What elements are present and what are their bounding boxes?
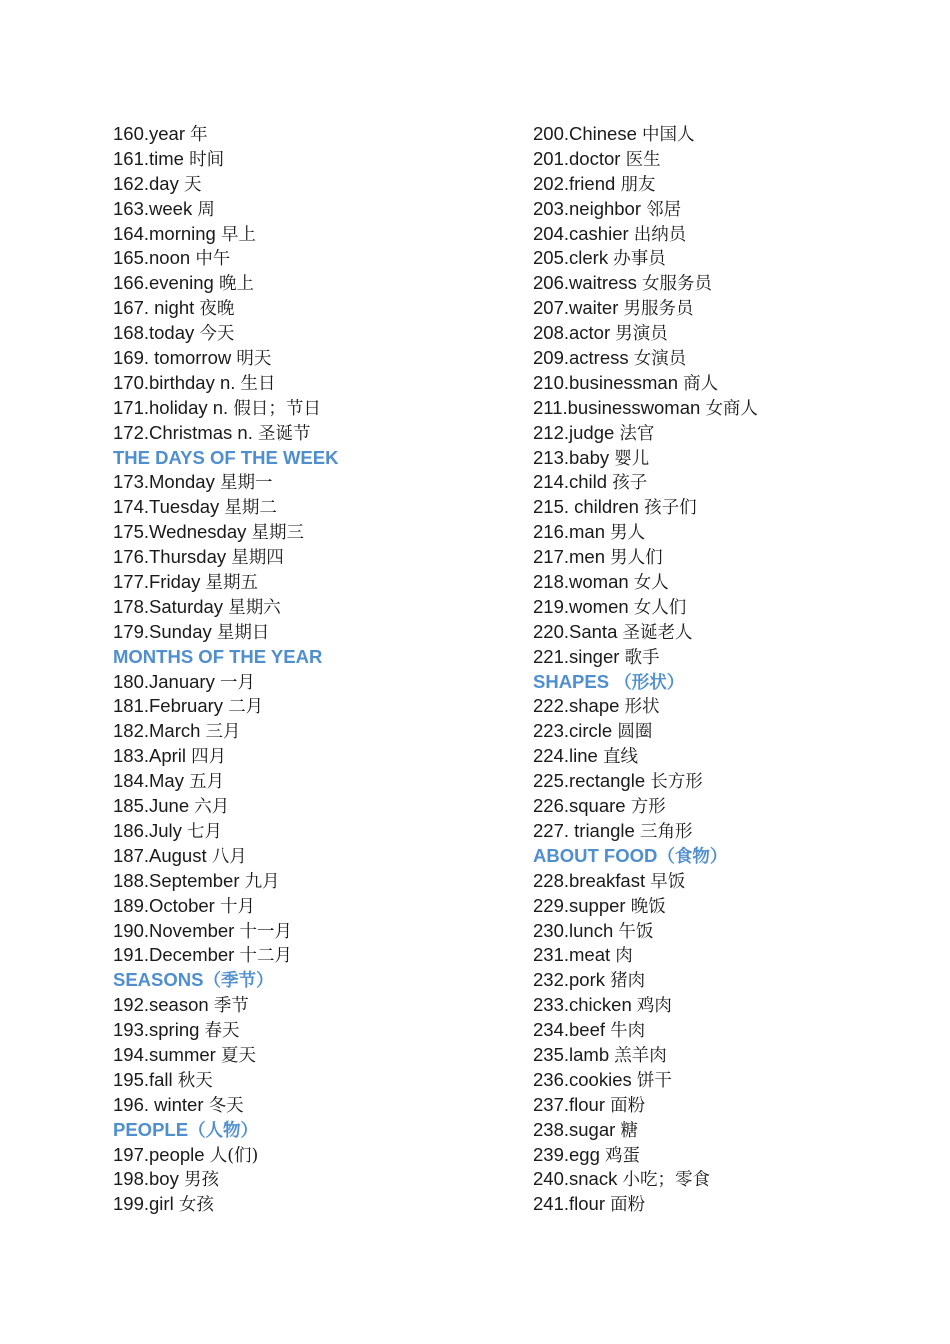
- vocab-entry: [533, 222, 933, 247]
- english-word: 232.pork: [533, 969, 611, 991]
- chinese-meaning: 女孩: [178, 1195, 214, 1216]
- chinese-meaning: 假日；节日: [233, 398, 321, 419]
- chinese-meaning: 女人们: [633, 597, 687, 618]
- english-word: 165.noon: [113, 247, 196, 269]
- english-word: 236.cookies: [533, 1068, 637, 1090]
- chinese-meaning: 年: [190, 125, 208, 145]
- vocab-entry: [533, 645, 933, 670]
- english-word: 219.women: [533, 595, 634, 617]
- section-heading: [113, 1118, 513, 1143]
- vocab-entry: [113, 545, 513, 570]
- english-word: 182.March: [113, 720, 206, 742]
- english-word: 160.year: [113, 123, 191, 144]
- english-word: 228.breakfast: [533, 869, 651, 891]
- english-word: 240.snack: [533, 1168, 623, 1190]
- english-word: 217.men: [533, 546, 611, 568]
- vocab-entry: [113, 943, 513, 968]
- english-word: 177.Friday: [113, 571, 206, 593]
- chinese-meaning: 五月: [189, 772, 225, 793]
- vocab-entry: [533, 769, 933, 794]
- vocab-entry: [113, 470, 513, 495]
- chinese-meaning: 四月: [191, 747, 227, 768]
- heading-text: ABOUT FOOD: [533, 844, 658, 866]
- vocab-entry: [113, 197, 513, 222]
- heading-chinese: （食物）: [657, 846, 728, 867]
- vocab-entry: [113, 570, 513, 595]
- english-word: 186.July: [113, 819, 188, 841]
- chinese-meaning: 星期三: [251, 523, 305, 544]
- vocab-entry: [113, 296, 513, 321]
- english-word: 241.flour: [533, 1193, 611, 1215]
- vocab-entry: [533, 894, 933, 919]
- vocab-entry: [533, 346, 933, 371]
- vocab-entry: [533, 197, 933, 222]
- vocab-entry: [113, 1043, 513, 1068]
- english-word: 203.neighbor: [533, 197, 647, 219]
- vocab-entry: [533, 993, 933, 1018]
- chinese-meaning: 男孩: [183, 1170, 219, 1191]
- vocab-entry: [113, 396, 513, 421]
- vocab-entry: [533, 968, 933, 993]
- english-word: 200.Chinese: [533, 123, 643, 144]
- vocab-entry: [113, 520, 513, 545]
- english-word: 216.man: [533, 521, 611, 543]
- english-word: 185.June: [113, 795, 195, 817]
- vocab-entry: [533, 122, 933, 147]
- chinese-meaning: 早饭: [650, 871, 686, 892]
- chinese-meaning: 晚上: [218, 274, 254, 295]
- vocab-entry: [533, 1093, 933, 1118]
- english-word: 176.Thursday: [113, 546, 232, 568]
- vocab-entry: [533, 147, 933, 172]
- chinese-meaning: 八月: [211, 846, 247, 867]
- right-column: [533, 122, 933, 1217]
- vocab-entry: [533, 1043, 933, 1068]
- section-heading: [113, 446, 513, 471]
- chinese-meaning: 办事员: [613, 249, 666, 270]
- vocab-entry: [533, 1068, 933, 1093]
- vocab-entry: [113, 346, 513, 371]
- vocab-entry: [533, 172, 933, 197]
- chinese-meaning: 孩子们: [644, 498, 697, 519]
- english-word: 223.circle: [533, 720, 618, 742]
- chinese-meaning: 出纳员: [633, 224, 687, 245]
- vocab-entry: [113, 844, 513, 869]
- chinese-meaning: 直线: [602, 747, 638, 768]
- chinese-meaning: 星期四: [231, 548, 284, 569]
- chinese-meaning: 朋友: [620, 174, 656, 195]
- english-word: 168.today: [113, 322, 200, 344]
- heading-text: SEASONS: [113, 969, 204, 991]
- english-word: 239.egg: [533, 1143, 606, 1165]
- vocab-entry: [533, 595, 933, 620]
- vocab-entry: [113, 794, 513, 819]
- english-word: 179.Sunday: [113, 620, 217, 642]
- vocab-entry: [113, 1068, 513, 1093]
- english-word: 215. children: [533, 496, 645, 518]
- english-word: 233.chicken: [533, 994, 637, 1016]
- english-word: 222.shape: [533, 695, 625, 717]
- vocab-entry: [533, 1143, 933, 1168]
- chinese-meaning: 晚饭: [630, 896, 666, 917]
- chinese-meaning: 二月: [228, 697, 264, 718]
- english-word: 224.line: [533, 745, 603, 767]
- chinese-meaning: 中国人: [642, 125, 695, 145]
- chinese-meaning: 星期日: [216, 622, 270, 643]
- english-word: 208.actor: [533, 322, 616, 344]
- vocab-entry: [533, 495, 933, 520]
- vocab-entry: [113, 222, 513, 247]
- chinese-meaning: 形状: [624, 697, 660, 718]
- english-word: 194.summer: [113, 1043, 221, 1065]
- vocab-entry: [533, 1118, 933, 1143]
- chinese-meaning: 法官: [619, 423, 655, 444]
- vocab-entry: [533, 271, 933, 296]
- chinese-meaning: 周: [197, 199, 215, 220]
- chinese-meaning: 女商人: [705, 398, 758, 419]
- english-word: 204.cashier: [533, 222, 634, 244]
- chinese-meaning: 女人: [633, 573, 669, 594]
- chinese-meaning: 星期五: [205, 573, 259, 594]
- vocab-entry: [113, 694, 513, 719]
- english-word: 196. winter: [113, 1093, 209, 1115]
- chinese-meaning: 肉: [615, 946, 633, 967]
- vocab-entry: [113, 993, 513, 1018]
- chinese-meaning: 歌手: [624, 647, 660, 668]
- chinese-meaning: 九月: [244, 871, 280, 892]
- chinese-meaning: 冬天: [208, 1095, 244, 1116]
- section-heading: [113, 968, 513, 993]
- chinese-meaning: 邻居: [646, 199, 682, 220]
- vocab-entry: [113, 1143, 513, 1168]
- chinese-meaning: 面粉: [610, 1095, 646, 1116]
- chinese-meaning: 人(们): [209, 1145, 259, 1166]
- chinese-meaning: 六月: [194, 797, 230, 818]
- english-word: 213.baby: [533, 446, 615, 468]
- english-word: 193.spring: [113, 1019, 205, 1041]
- english-word: 220.Santa: [533, 620, 623, 642]
- english-word: 211.businesswoman: [533, 396, 706, 418]
- english-word: 183.April: [113, 745, 192, 767]
- chinese-meaning: 十二月: [239, 946, 292, 967]
- vocab-entry: [533, 545, 933, 570]
- english-word: 190.November: [113, 919, 240, 941]
- chinese-meaning: 面粉: [610, 1195, 646, 1216]
- vocab-entry: [533, 446, 933, 471]
- chinese-meaning: 春天: [204, 1021, 240, 1042]
- english-word: 234.beef: [533, 1019, 611, 1041]
- vocab-entry: [113, 869, 513, 894]
- chinese-meaning: 星期六: [228, 597, 281, 618]
- vocab-entry: [533, 794, 933, 819]
- chinese-meaning: 医生: [625, 149, 661, 170]
- vocab-entry: [113, 744, 513, 769]
- vocab-entry: [113, 670, 513, 695]
- vocab-entry: [113, 321, 513, 346]
- chinese-meaning: 圣诞老人: [622, 622, 693, 643]
- chinese-meaning: 三角形: [639, 821, 693, 842]
- chinese-meaning: 男演员: [615, 324, 668, 345]
- chinese-meaning: 夏天: [220, 1045, 256, 1066]
- chinese-meaning: 星期二: [224, 498, 277, 519]
- vocab-entry: [533, 321, 933, 346]
- english-word: 210.businessman: [533, 371, 684, 393]
- english-word: 184.May: [113, 770, 190, 792]
- chinese-meaning: 男人: [610, 523, 646, 544]
- chinese-meaning: 中午: [195, 249, 231, 270]
- english-word: 187.August: [113, 844, 212, 866]
- chinese-meaning: 方形: [630, 797, 666, 818]
- chinese-meaning: 男服务员: [623, 299, 694, 320]
- vocab-entry: [533, 1018, 933, 1043]
- vocab-entry: [113, 620, 513, 645]
- section-heading: [113, 645, 513, 670]
- vocab-entry: [113, 595, 513, 620]
- vocab-entry: [113, 271, 513, 296]
- chinese-meaning: 商人: [683, 373, 719, 394]
- vocab-entry: [533, 1192, 933, 1217]
- vocab-entry: [113, 919, 513, 944]
- english-word: 189.October: [113, 894, 220, 916]
- vocab-entry: [113, 719, 513, 744]
- chinese-meaning: 午饭: [618, 921, 654, 942]
- heading-chinese: （人物）: [188, 1120, 259, 1141]
- vocab-entry: [533, 819, 933, 844]
- english-word: 238.sugar: [533, 1118, 621, 1140]
- chinese-meaning: 生日: [240, 373, 276, 394]
- vocab-entry: [113, 122, 513, 147]
- english-word: 199.girl: [113, 1193, 179, 1215]
- vocab-entry: [533, 620, 933, 645]
- english-word: 161.time: [113, 147, 190, 169]
- vocab-entry: [533, 744, 933, 769]
- chinese-meaning: 早上: [220, 224, 256, 245]
- vocab-entry: [533, 719, 933, 744]
- vocab-entry: [113, 1018, 513, 1043]
- chinese-meaning: 孩子: [612, 473, 648, 494]
- vocab-entry: [533, 1167, 933, 1192]
- english-word: 166.evening: [113, 272, 219, 294]
- english-word: 192.season: [113, 994, 214, 1016]
- english-word: 235.lamb: [533, 1043, 615, 1065]
- chinese-meaning: 夜晚: [199, 299, 235, 320]
- vocab-entry: [533, 919, 933, 944]
- english-word: 209.actress: [533, 347, 634, 369]
- english-word: 170.birthday n.: [113, 371, 241, 393]
- vocab-entry: [533, 421, 933, 446]
- chinese-meaning: 猪肉: [610, 971, 646, 992]
- english-word: 191.December: [113, 944, 240, 966]
- chinese-meaning: 男人们: [610, 548, 663, 569]
- chinese-meaning: 长方形: [650, 772, 703, 793]
- english-word: 218.woman: [533, 571, 634, 593]
- english-word: 197.people: [113, 1143, 210, 1165]
- vocab-entry: [533, 396, 933, 421]
- english-word: 237.flour: [533, 1093, 611, 1115]
- chinese-meaning: 婴儿: [614, 448, 650, 469]
- english-word: 206.waitress: [533, 272, 642, 294]
- english-word: 201.doctor: [533, 147, 626, 169]
- vocab-entry: [113, 1167, 513, 1192]
- chinese-meaning: 季节: [213, 996, 249, 1017]
- english-word: 181.February: [113, 695, 229, 717]
- english-word: 164.morning: [113, 222, 221, 244]
- vocab-entry: [533, 694, 933, 719]
- chinese-meaning: 圆圈: [617, 722, 653, 743]
- chinese-meaning: 十月: [219, 896, 255, 917]
- heading-text: THE DAYS OF THE WEEK: [113, 446, 339, 468]
- vocab-entry: [533, 520, 933, 545]
- english-word: 163.week: [113, 197, 198, 219]
- english-word: 195.fall: [113, 1068, 178, 1090]
- chinese-meaning: 鸡蛋: [605, 1145, 641, 1166]
- vocab-entry: [113, 495, 513, 520]
- chinese-meaning: 星期一: [219, 473, 273, 494]
- vocab-entry: [533, 296, 933, 321]
- section-heading: [533, 670, 933, 695]
- chinese-meaning: 牛肉: [610, 1021, 646, 1042]
- vocab-entry: [533, 470, 933, 495]
- english-word: 227. triangle: [533, 819, 640, 841]
- english-word: 167. night: [113, 297, 200, 319]
- chinese-meaning: 圣诞节: [257, 423, 311, 444]
- english-word: 162.day: [113, 172, 184, 194]
- chinese-meaning: 糖: [620, 1120, 638, 1141]
- english-word: 178.Saturday: [113, 595, 229, 617]
- vocab-entry: [113, 421, 513, 446]
- chinese-meaning: 女服务员: [642, 274, 712, 295]
- vocab-entry: [533, 869, 933, 894]
- english-word: 214.child: [533, 471, 613, 493]
- chinese-meaning: 秋天: [177, 1070, 213, 1091]
- english-word: 173.Monday: [113, 471, 220, 493]
- vocab-entry: [113, 769, 513, 794]
- english-word: 229.supper: [533, 894, 631, 916]
- english-word: 207.waiter: [533, 297, 624, 319]
- chinese-meaning: 三月: [205, 722, 241, 743]
- vocab-entry: [113, 819, 513, 844]
- english-word: 174.Tuesday: [113, 496, 225, 518]
- heading-chinese: （季节）: [203, 971, 274, 992]
- vocab-entry: [113, 894, 513, 919]
- chinese-meaning: 十一月: [239, 921, 292, 942]
- section-heading: [533, 844, 933, 869]
- english-word: 205.clerk: [533, 247, 614, 269]
- chinese-meaning: 小吃；零食: [622, 1170, 710, 1191]
- english-word: 171.holiday n.: [113, 396, 234, 418]
- chinese-meaning: 时间: [189, 149, 225, 170]
- english-word: 172.Christmas n.: [113, 421, 258, 443]
- english-word: 230.lunch: [533, 919, 619, 941]
- chinese-meaning: 女演员: [633, 349, 687, 370]
- vocab-entry: [113, 246, 513, 271]
- chinese-meaning: 一月: [219, 672, 255, 693]
- english-word: 225.rectangle: [533, 770, 651, 792]
- heading-text: SHAPES: [533, 670, 615, 692]
- chinese-meaning: 鸡肉: [636, 996, 672, 1017]
- heading-chinese: （形状）: [614, 672, 685, 693]
- vocab-entry: [533, 246, 933, 271]
- english-word: 221.singer: [533, 645, 625, 667]
- chinese-meaning: 天: [183, 174, 202, 195]
- english-word: 175.Wednesday: [113, 521, 252, 543]
- heading-text: MONTHS OF THE YEAR: [113, 645, 323, 667]
- english-word: 226.square: [533, 795, 631, 817]
- vocab-entry: [113, 1093, 513, 1118]
- english-word: 212.judge: [533, 421, 620, 443]
- chinese-meaning: 羔羊肉: [614, 1045, 667, 1066]
- chinese-meaning: 饼干: [636, 1070, 672, 1091]
- english-word: 202.friend: [533, 172, 621, 194]
- vocab-entry: [533, 570, 933, 595]
- english-word: 169. tomorrow: [113, 347, 237, 369]
- english-word: 231.meat: [533, 944, 616, 966]
- vocab-entry: [533, 943, 933, 968]
- vocab-entry: [113, 1192, 513, 1217]
- english-word: 198.boy: [113, 1168, 184, 1190]
- left-column: [113, 122, 513, 1217]
- heading-text: PEOPLE: [113, 1118, 189, 1140]
- vocab-entry: [113, 172, 513, 197]
- chinese-meaning: 今天: [199, 324, 235, 345]
- vocab-entry: [113, 147, 513, 172]
- vocab-entry: [533, 371, 933, 396]
- english-word: 188.September: [113, 869, 245, 891]
- chinese-meaning: 明天: [236, 349, 272, 370]
- english-word: 180.January: [113, 670, 220, 692]
- vocab-entry: [113, 371, 513, 396]
- chinese-meaning: 七月: [187, 821, 223, 842]
